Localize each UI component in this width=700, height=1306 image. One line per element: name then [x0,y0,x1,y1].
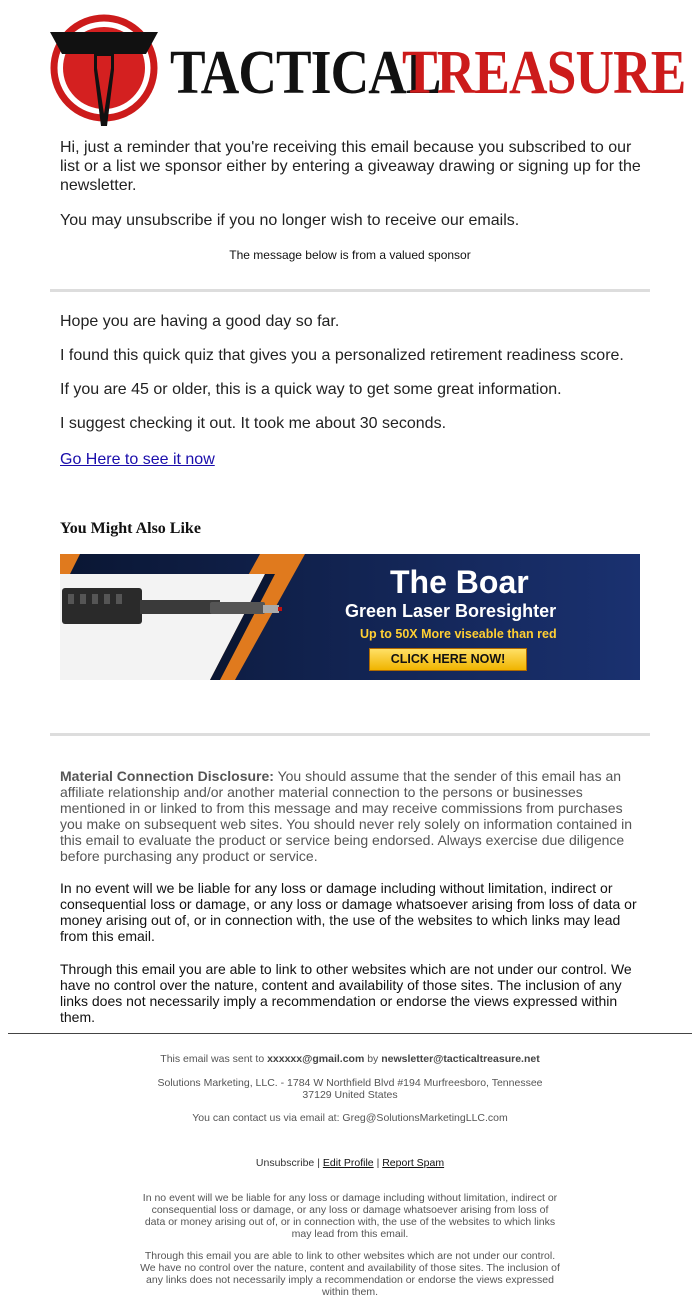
message-line: If you are 45 or older, this is a quick way to get some great information. [60,381,562,398]
sent-prefix: This email was sent to [160,1053,265,1065]
footer-links [100,1157,600,1169]
footer-legal-liability: In no event will we be liable for any loss or damage including without limitation, indirect or consequential loss or damage, or any loss or damage whatsoever arising from loss of data or money arising out of, or in connection with, the use of the websites to which links may lead from this email. [142,1192,558,1240]
contact-line: You can contact us via email at: Greg@SolutionsMarketingLLC.com [192,1112,508,1124]
sponsor-note: The message below is from a valued sponsor [229,248,471,262]
message-line: Hope you are having a good day so far. [60,313,340,330]
message-line: I suggest checking it out. It took me about 30 seconds. [60,415,447,432]
target-t-logo-icon [50,10,160,128]
unsubscribe-paragraph: You may unsubscribe if you no longer wish to receive our emails. [60,212,520,229]
external-links-paragraph: Through this email you are able to link to other websites which are not under our control. We have no control over the nature, content and availability of those sites. The inclusion of any links does not necessarily imply a recommendation or endorse the views expressed within them. [60,961,632,1025]
sent-by-word: by [367,1053,379,1065]
edit-profile-link[interactable]: Edit Profile [322,1157,374,1169]
go-here-link[interactable]: Go Here to see it now [60,451,215,468]
also-like-heading: You Might Also Like [60,520,201,537]
banner-cta-button[interactable]: CLICK HERE NOW! [369,648,527,671]
recipient-email: xxxxxx@gmail.com [267,1053,365,1065]
divider [50,733,650,736]
company-address: Solutions Marketing, LLC. - 1784 W Northfield Blvd #194 Murfreesboro, Tennessee 37129 United States [157,1077,543,1101]
banner-tagline: Up to 50X More viseable than red [360,627,557,641]
footer-legal-links: Through this email you are able to link to other websites which are not under our control. We have no control over the nature, content and availability of those sites. The inclusion of any links does not necessarily imply a recommendation or endorse the views expressed within them. [140,1250,560,1298]
brand-name-tactical: TACTICAL [170,39,441,107]
banner-title: The Boar [390,564,529,600]
banner-subtitle: Green Laser Boresighter [345,601,557,621]
intro-section [60,138,650,230]
liability-paragraph: In no event will we be liable for any loss or damage including without limitation, indirect or consequential loss or damage, or any loss or damage whatsoever arising from loss of data or money arising out of, or in connection with, the use of the websites to which links may lead from this email. [60,880,637,944]
divider [50,289,650,292]
brand-logo[interactable] [50,10,686,128]
sent-to-line [100,1053,600,1065]
separator: | [376,1157,380,1169]
message-line: I found this quick quiz that gives you a personalized retirement readiness score. [60,347,624,364]
footer-divider [8,1033,692,1034]
unsubscribe-link[interactable]: Unsubscribe [255,1157,315,1169]
sender-email: newsletter@tacticaltreasure.net [381,1053,540,1065]
rifle-barrel-icon [60,554,290,680]
separator: | [317,1157,320,1169]
disclosure-text: You should assume that the sender of this email has an affiliate relationship and/or another material connection to the persons or businesses mentioned in or linked to from this message and may receive commissions from purchases you make on subsequent web sites. You should never rely solely on information contained in this email to evaluate the product or service being endorsed. Always exercise due diligence before purchasing any product or service. [60,768,633,864]
boar-boresighter-banner[interactable] [60,554,640,680]
intro-paragraph: Hi, just a reminder that you're receiving this email because you subscribed to our list or a list we sponsor either by entering a giveaway drawing or signing up for the newsletter. [60,139,641,194]
disclosure-section [60,768,640,864]
disclosure-label: Material Connection Disclosure: [60,768,274,784]
report-spam-link[interactable]: Report Spam [382,1157,445,1169]
brand-name-treasure: TREASURE [402,39,686,107]
